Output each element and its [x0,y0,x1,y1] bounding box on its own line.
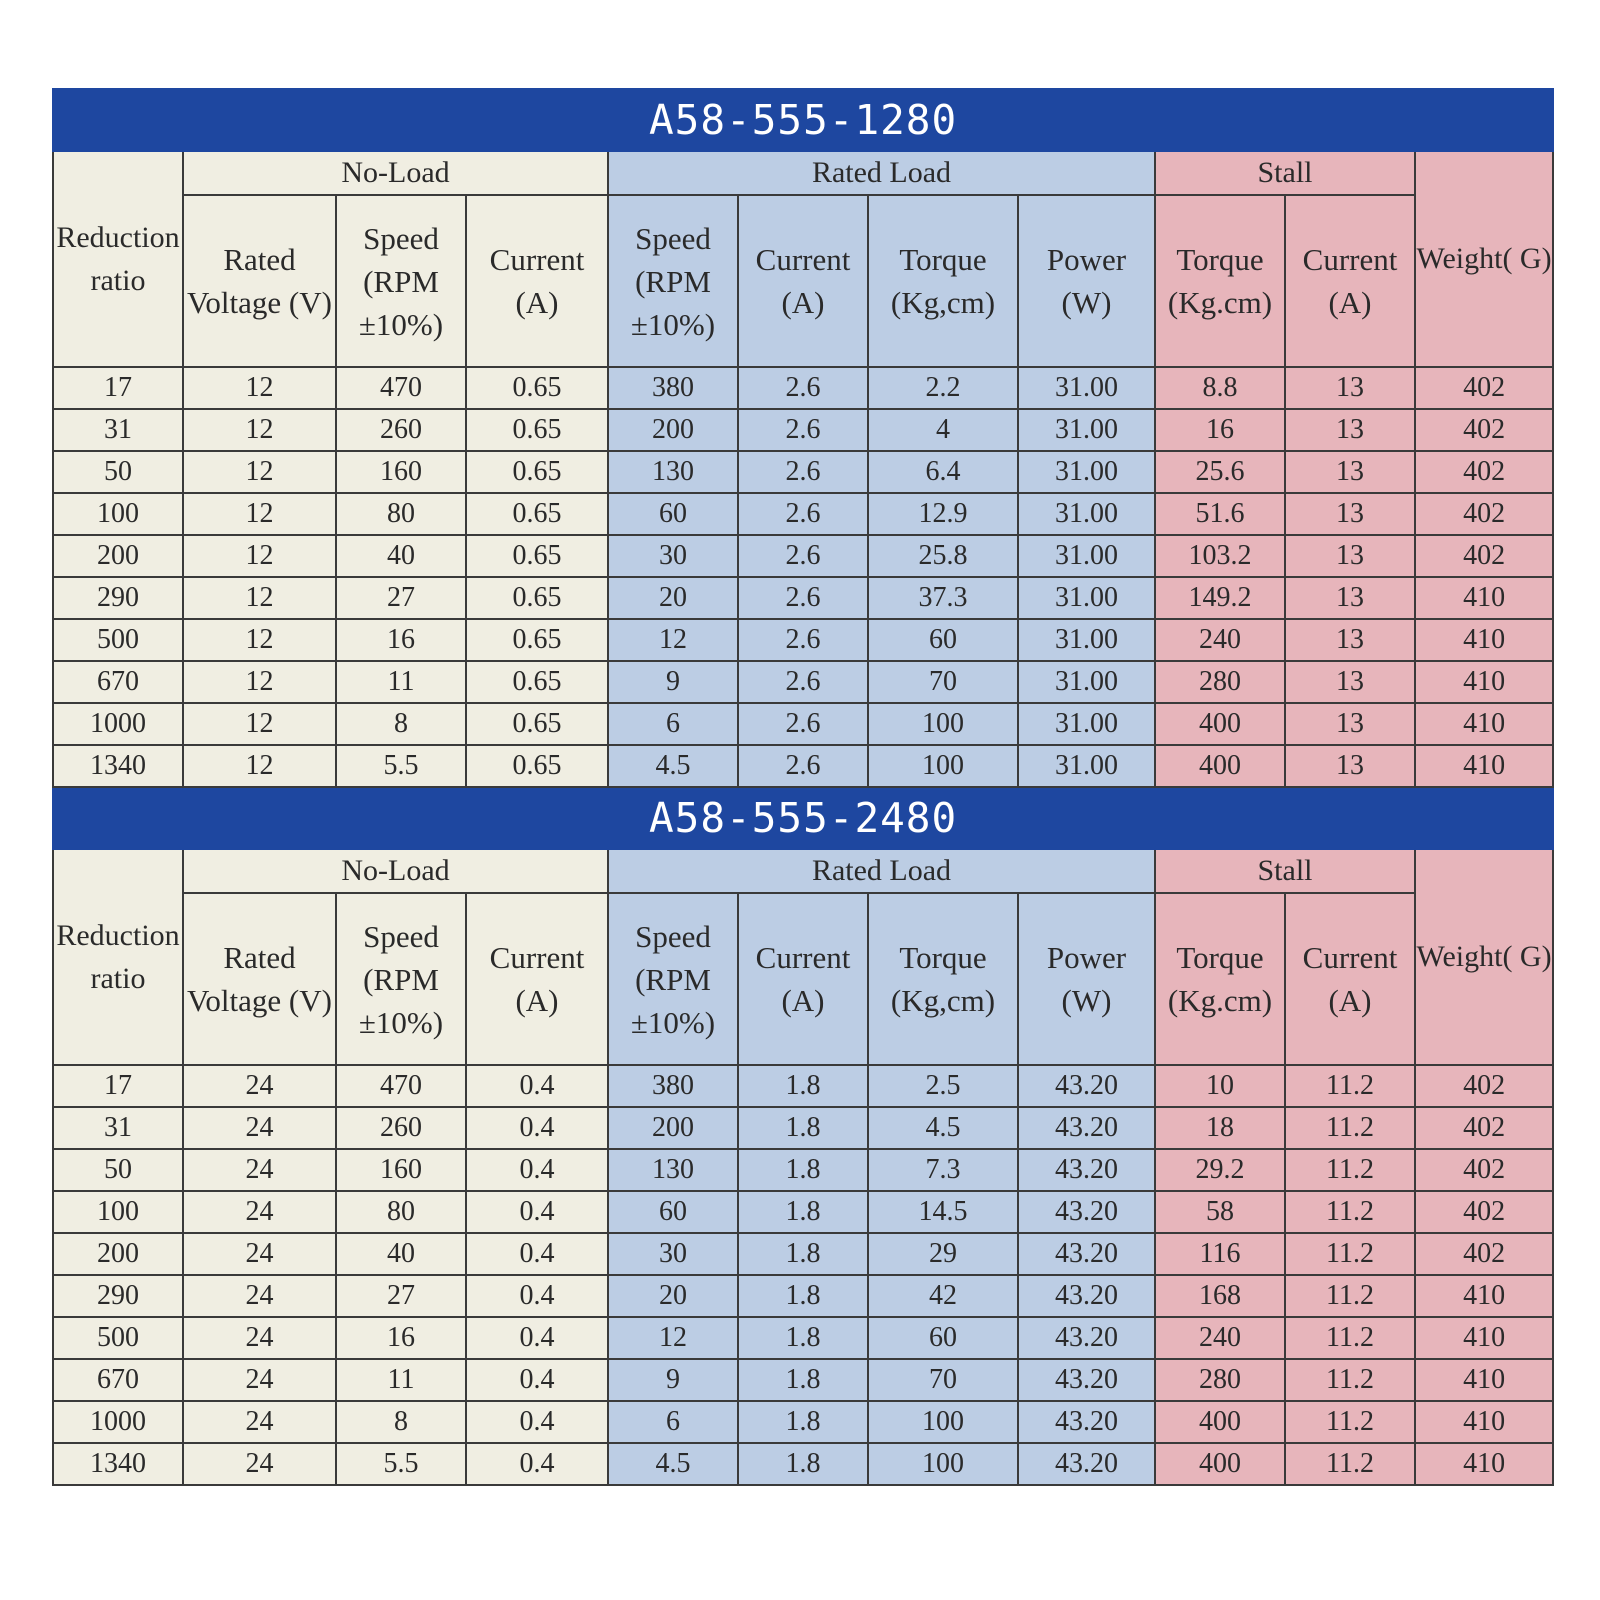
rated-power-cell: 43.20 [1018,1275,1155,1317]
noload-speed-cell: 40 [336,1233,466,1275]
weight-cell: 402 [1415,1107,1553,1149]
noload-speed-cell: 470 [336,1065,466,1107]
table-row [53,451,1553,493]
noload-current-cell: 0.65 [466,451,608,493]
noload-current-cell: 0.65 [466,661,608,703]
rated-current-cell: 2.6 [738,745,868,787]
rated-speed-cell: 9 [608,661,738,703]
no-load-header: Current (A) [466,195,608,367]
rated-current-cell: 2.6 [738,451,868,493]
rated-power-cell: 31.00 [1018,493,1155,535]
rated-load-header: Power (W) [1018,893,1155,1065]
rated-power-cell: 43.20 [1018,1233,1155,1275]
stall-current-cell: 11.2 [1285,1401,1415,1443]
reduction-ratio-cell: 290 [53,577,183,619]
rated-current-cell: 1.8 [738,1443,868,1485]
table-row [53,577,1553,619]
rated-power-cell: 31.00 [1018,619,1155,661]
rated-current-cell: 2.6 [738,661,868,703]
reduction-ratio-cell: 1000 [53,1401,183,1443]
noload-speed-cell: 8 [336,703,466,745]
rated-speed-cell: 20 [608,1275,738,1317]
reduction-ratio-cell: 31 [53,1107,183,1149]
stall-torque-cell: 116 [1155,1233,1285,1275]
weight-cell: 402 [1415,1065,1553,1107]
reduction-ratio-cell: 31 [53,409,183,451]
noload-current-cell: 0.4 [466,1359,608,1401]
rated-voltage-cell: 12 [183,535,336,577]
rated-load-header: Speed (RPM ±10%) [608,195,738,367]
rated-speed-cell: 380 [608,1065,738,1107]
noload-speed-cell: 160 [336,1149,466,1191]
rated-torque-cell: 4 [868,409,1018,451]
weight-cell: 402 [1415,1233,1553,1275]
rated-torque-cell: 42 [868,1275,1018,1317]
rated-voltage-cell: 24 [183,1065,336,1107]
rated-power-cell: 31.00 [1018,535,1155,577]
rated-current-cell: 1.8 [738,1107,868,1149]
table-row [53,1443,1553,1485]
table-row [53,1275,1553,1317]
reduction-ratio-cell: 17 [53,367,183,409]
noload-speed-cell: 27 [336,577,466,619]
noload-current-cell: 0.4 [466,1401,608,1443]
group-header-row [53,151,1553,195]
stall-current-cell: 13 [1285,493,1415,535]
rated-torque-cell: 4.5 [868,1107,1018,1149]
spec-sheet [52,88,1552,1486]
stall-current-cell: 13 [1285,661,1415,703]
no-load-header: Current (A) [466,893,608,1065]
rated-speed-cell: 20 [608,577,738,619]
weight-cell: 402 [1415,493,1553,535]
rated-voltage-cell: 24 [183,1233,336,1275]
rated-voltage-cell: 24 [183,1107,336,1149]
stall-torque-cell: 240 [1155,1317,1285,1359]
weight-cell: 410 [1415,745,1553,787]
rated-power-cell: 31.00 [1018,703,1155,745]
rated-torque-cell: 25.8 [868,535,1018,577]
stall-torque-cell: 25.6 [1155,451,1285,493]
stall-current-cell: 11.2 [1285,1317,1415,1359]
stall-torque-cell: 16 [1155,409,1285,451]
rated-voltage-cell: 24 [183,1317,336,1359]
stall-torque-cell: 280 [1155,1359,1285,1401]
stall-current-cell: 13 [1285,451,1415,493]
rated-speed-cell: 9 [608,1359,738,1401]
column-header-row [53,893,1553,1065]
weight-cell: 402 [1415,535,1553,577]
stall-torque-cell: 18 [1155,1107,1285,1149]
noload-current-cell: 0.4 [466,1233,608,1275]
stall-current-cell: 11.2 [1285,1359,1415,1401]
stall-torque-cell: 240 [1155,619,1285,661]
weight-header: Weight( G) [1415,151,1553,367]
rated-speed-cell: 380 [608,367,738,409]
rated-current-cell: 2.6 [738,577,868,619]
weight-cell: 410 [1415,1275,1553,1317]
noload-current-cell: 0.65 [466,535,608,577]
rated-voltage-cell: 12 [183,493,336,535]
stall-torque-cell: 103.2 [1155,535,1285,577]
weight-cell: 410 [1415,1359,1553,1401]
table-row [53,1317,1553,1359]
noload-speed-cell: 470 [336,367,466,409]
rated-torque-cell: 70 [868,661,1018,703]
rated-speed-cell: 130 [608,451,738,493]
rated-power-cell: 43.20 [1018,1065,1155,1107]
group-rated-load: Rated Load [608,151,1155,195]
rated-speed-cell: 130 [608,1149,738,1191]
rated-load-header: Torque (Kg,cm) [868,893,1018,1065]
reduction-ratio-header: Reduction ratio [53,849,183,1065]
noload-current-cell: 0.4 [466,1107,608,1149]
weight-cell: 402 [1415,409,1553,451]
model-title-row [53,787,1553,849]
noload-speed-cell: 5.5 [336,745,466,787]
table-row [53,1233,1553,1275]
rated-voltage-cell: 12 [183,409,336,451]
table-row [53,1065,1553,1107]
weight-cell: 402 [1415,1149,1553,1191]
weight-cell: 410 [1415,1401,1553,1443]
reduction-ratio-cell: 200 [53,535,183,577]
noload-current-cell: 0.65 [466,409,608,451]
noload-speed-cell: 16 [336,619,466,661]
noload-speed-cell: 80 [336,493,466,535]
rated-voltage-cell: 24 [183,1443,336,1485]
noload-current-cell: 0.65 [466,703,608,745]
rated-voltage-cell: 12 [183,451,336,493]
rated-voltage-cell: 24 [183,1401,336,1443]
rated-power-cell: 31.00 [1018,451,1155,493]
stall-current-cell: 13 [1285,535,1415,577]
rated-speed-cell: 200 [608,1107,738,1149]
weight-cell: 410 [1415,619,1553,661]
stall-current-cell: 11.2 [1285,1065,1415,1107]
stall-torque-cell: 10 [1155,1065,1285,1107]
noload-speed-cell: 40 [336,535,466,577]
reduction-ratio-cell: 670 [53,661,183,703]
stall-torque-cell: 400 [1155,1401,1285,1443]
rated-load-header: Speed (RPM ±10%) [608,893,738,1065]
table-row [53,409,1553,451]
table-row [53,703,1553,745]
rated-torque-cell: 7.3 [868,1149,1018,1191]
weight-cell: 410 [1415,1443,1553,1485]
rated-speed-cell: 60 [608,1191,738,1233]
table-row [53,493,1553,535]
rated-torque-cell: 100 [868,1401,1018,1443]
stall-torque-cell: 400 [1155,745,1285,787]
rated-torque-cell: 14.5 [868,1191,1018,1233]
rated-voltage-cell: 24 [183,1191,336,1233]
table-row [53,367,1553,409]
rated-current-cell: 1.8 [738,1359,868,1401]
reduction-ratio-cell: 200 [53,1233,183,1275]
rated-current-cell: 1.8 [738,1233,868,1275]
rated-voltage-cell: 24 [183,1275,336,1317]
group-no-load: No-Load [183,849,608,893]
rated-current-cell: 1.8 [738,1191,868,1233]
rated-torque-cell: 70 [868,1359,1018,1401]
rated-torque-cell: 100 [868,745,1018,787]
rated-voltage-cell: 12 [183,367,336,409]
rated-load-header: Torque (Kg,cm) [868,195,1018,367]
stall-torque-cell: 400 [1155,1443,1285,1485]
noload-current-cell: 0.65 [466,493,608,535]
weight-cell: 410 [1415,661,1553,703]
rated-power-cell: 31.00 [1018,577,1155,619]
rated-voltage-cell: 12 [183,619,336,661]
noload-current-cell: 0.65 [466,367,608,409]
stall-torque-cell: 8.8 [1155,367,1285,409]
stall-torque-cell: 29.2 [1155,1149,1285,1191]
rated-power-cell: 43.20 [1018,1401,1155,1443]
rated-voltage-cell: 24 [183,1149,336,1191]
rated-current-cell: 2.6 [738,409,868,451]
noload-speed-cell: 27 [336,1275,466,1317]
reduction-ratio-cell: 50 [53,451,183,493]
rated-power-cell: 43.20 [1018,1191,1155,1233]
reduction-ratio-cell: 670 [53,1359,183,1401]
noload-speed-cell: 80 [336,1191,466,1233]
rated-torque-cell: 60 [868,619,1018,661]
group-header-row [53,849,1553,893]
stall-header: Torque (Kg.cm) [1155,195,1285,367]
reduction-ratio-cell: 50 [53,1149,183,1191]
rated-speed-cell: 6 [608,1401,738,1443]
reduction-ratio-cell: 1340 [53,745,183,787]
rated-current-cell: 1.8 [738,1317,868,1359]
rated-power-cell: 31.00 [1018,745,1155,787]
noload-speed-cell: 11 [336,1359,466,1401]
noload-current-cell: 0.65 [466,619,608,661]
rated-power-cell: 31.00 [1018,409,1155,451]
weight-cell: 410 [1415,1317,1553,1359]
stall-torque-cell: 280 [1155,661,1285,703]
stall-current-cell: 11.2 [1285,1233,1415,1275]
noload-speed-cell: 11 [336,661,466,703]
no-load-header: Rated Voltage (V) [183,195,336,367]
rated-torque-cell: 6.4 [868,451,1018,493]
stall-current-cell: 13 [1285,577,1415,619]
stall-current-cell: 11.2 [1285,1443,1415,1485]
rated-speed-cell: 4.5 [608,745,738,787]
no-load-header: Speed (RPM ±10%) [336,195,466,367]
rated-speed-cell: 6 [608,703,738,745]
noload-speed-cell: 16 [336,1317,466,1359]
weight-header: Weight( G) [1415,849,1553,1065]
noload-current-cell: 0.65 [466,577,608,619]
table-row [53,1359,1553,1401]
reduction-ratio-cell: 17 [53,1065,183,1107]
rated-voltage-cell: 12 [183,661,336,703]
rated-torque-cell: 12.9 [868,493,1018,535]
rated-current-cell: 2.6 [738,619,868,661]
table-row [53,745,1553,787]
group-stall: Stall [1155,151,1415,195]
rated-torque-cell: 37.3 [868,577,1018,619]
stall-current-cell: 13 [1285,745,1415,787]
table-row [53,1149,1553,1191]
rated-power-cell: 43.20 [1018,1359,1155,1401]
stall-current-cell: 11.2 [1285,1275,1415,1317]
rated-speed-cell: 30 [608,1233,738,1275]
rated-speed-cell: 12 [608,1317,738,1359]
rated-current-cell: 1.8 [738,1149,868,1191]
rated-current-cell: 2.6 [738,703,868,745]
rated-torque-cell: 60 [868,1317,1018,1359]
noload-current-cell: 0.4 [466,1443,608,1485]
weight-cell: 402 [1415,451,1553,493]
rated-voltage-cell: 24 [183,1359,336,1401]
rated-speed-cell: 200 [608,409,738,451]
stall-torque-cell: 168 [1155,1275,1285,1317]
model-title-row [53,89,1553,151]
stall-header: Current (A) [1285,893,1415,1065]
noload-speed-cell: 8 [336,1401,466,1443]
reduction-ratio-cell: 500 [53,619,183,661]
noload-current-cell: 0.4 [466,1065,608,1107]
rated-current-cell: 2.6 [738,367,868,409]
rated-torque-cell: 100 [868,1443,1018,1485]
reduction-ratio-cell: 290 [53,1275,183,1317]
rated-speed-cell: 4.5 [608,1443,738,1485]
noload-speed-cell: 260 [336,1107,466,1149]
reduction-ratio-cell: 1000 [53,703,183,745]
noload-current-cell: 0.4 [466,1191,608,1233]
motor-spec-table [52,88,1554,1486]
rated-power-cell: 43.20 [1018,1149,1155,1191]
model-title: A58-555-1280 [53,89,1553,151]
stall-current-cell: 13 [1285,619,1415,661]
rated-power-cell: 43.20 [1018,1107,1155,1149]
rated-load-header: Current (A) [738,195,868,367]
noload-current-cell: 0.4 [466,1149,608,1191]
rated-torque-cell: 2.2 [868,367,1018,409]
rated-current-cell: 2.6 [738,535,868,577]
rated-speed-cell: 12 [608,619,738,661]
table-row [53,1107,1553,1149]
stall-current-cell: 11.2 [1285,1107,1415,1149]
reduction-ratio-cell: 100 [53,493,183,535]
stall-current-cell: 13 [1285,703,1415,745]
rated-load-header: Current (A) [738,893,868,1065]
rated-power-cell: 43.20 [1018,1443,1155,1485]
reduction-ratio-cell: 1340 [53,1443,183,1485]
stall-header: Current (A) [1285,195,1415,367]
rated-power-cell: 43.20 [1018,1317,1155,1359]
column-header-row [53,195,1553,367]
stall-torque-cell: 58 [1155,1191,1285,1233]
weight-cell: 402 [1415,1191,1553,1233]
stall-torque-cell: 51.6 [1155,493,1285,535]
rated-torque-cell: 29 [868,1233,1018,1275]
noload-speed-cell: 160 [336,451,466,493]
weight-cell: 402 [1415,367,1553,409]
reduction-ratio-header: Reduction ratio [53,151,183,367]
group-rated-load: Rated Load [608,849,1155,893]
group-no-load: No-Load [183,151,608,195]
noload-speed-cell: 260 [336,409,466,451]
rated-torque-cell: 2.5 [868,1065,1018,1107]
stall-current-cell: 13 [1285,409,1415,451]
stall-header: Torque (Kg.cm) [1155,893,1285,1065]
reduction-ratio-cell: 500 [53,1317,183,1359]
noload-speed-cell: 5.5 [336,1443,466,1485]
table-row [53,1401,1553,1443]
reduction-ratio-cell: 100 [53,1191,183,1233]
noload-current-cell: 0.4 [466,1317,608,1359]
table-row [53,619,1553,661]
group-stall: Stall [1155,849,1415,893]
rated-current-cell: 1.8 [738,1275,868,1317]
stall-torque-cell: 149.2 [1155,577,1285,619]
rated-torque-cell: 100 [868,703,1018,745]
rated-load-header: Power (W) [1018,195,1155,367]
rated-power-cell: 31.00 [1018,367,1155,409]
stall-torque-cell: 400 [1155,703,1285,745]
model-title: A58-555-2480 [53,787,1553,849]
rated-voltage-cell: 12 [183,577,336,619]
noload-current-cell: 0.65 [466,745,608,787]
rated-current-cell: 2.6 [738,493,868,535]
no-load-header: Rated Voltage (V) [183,893,336,1065]
table-row [53,535,1553,577]
rated-power-cell: 31.00 [1018,661,1155,703]
table-row [53,1191,1553,1233]
rated-voltage-cell: 12 [183,703,336,745]
weight-cell: 410 [1415,703,1553,745]
rated-speed-cell: 30 [608,535,738,577]
rated-speed-cell: 60 [608,493,738,535]
rated-current-cell: 1.8 [738,1401,868,1443]
rated-voltage-cell: 12 [183,745,336,787]
stall-current-cell: 13 [1285,367,1415,409]
stall-current-cell: 11.2 [1285,1149,1415,1191]
weight-cell: 410 [1415,577,1553,619]
noload-current-cell: 0.4 [466,1275,608,1317]
table-row [53,661,1553,703]
stall-current-cell: 11.2 [1285,1191,1415,1233]
no-load-header: Speed (RPM ±10%) [336,893,466,1065]
rated-current-cell: 1.8 [738,1065,868,1107]
